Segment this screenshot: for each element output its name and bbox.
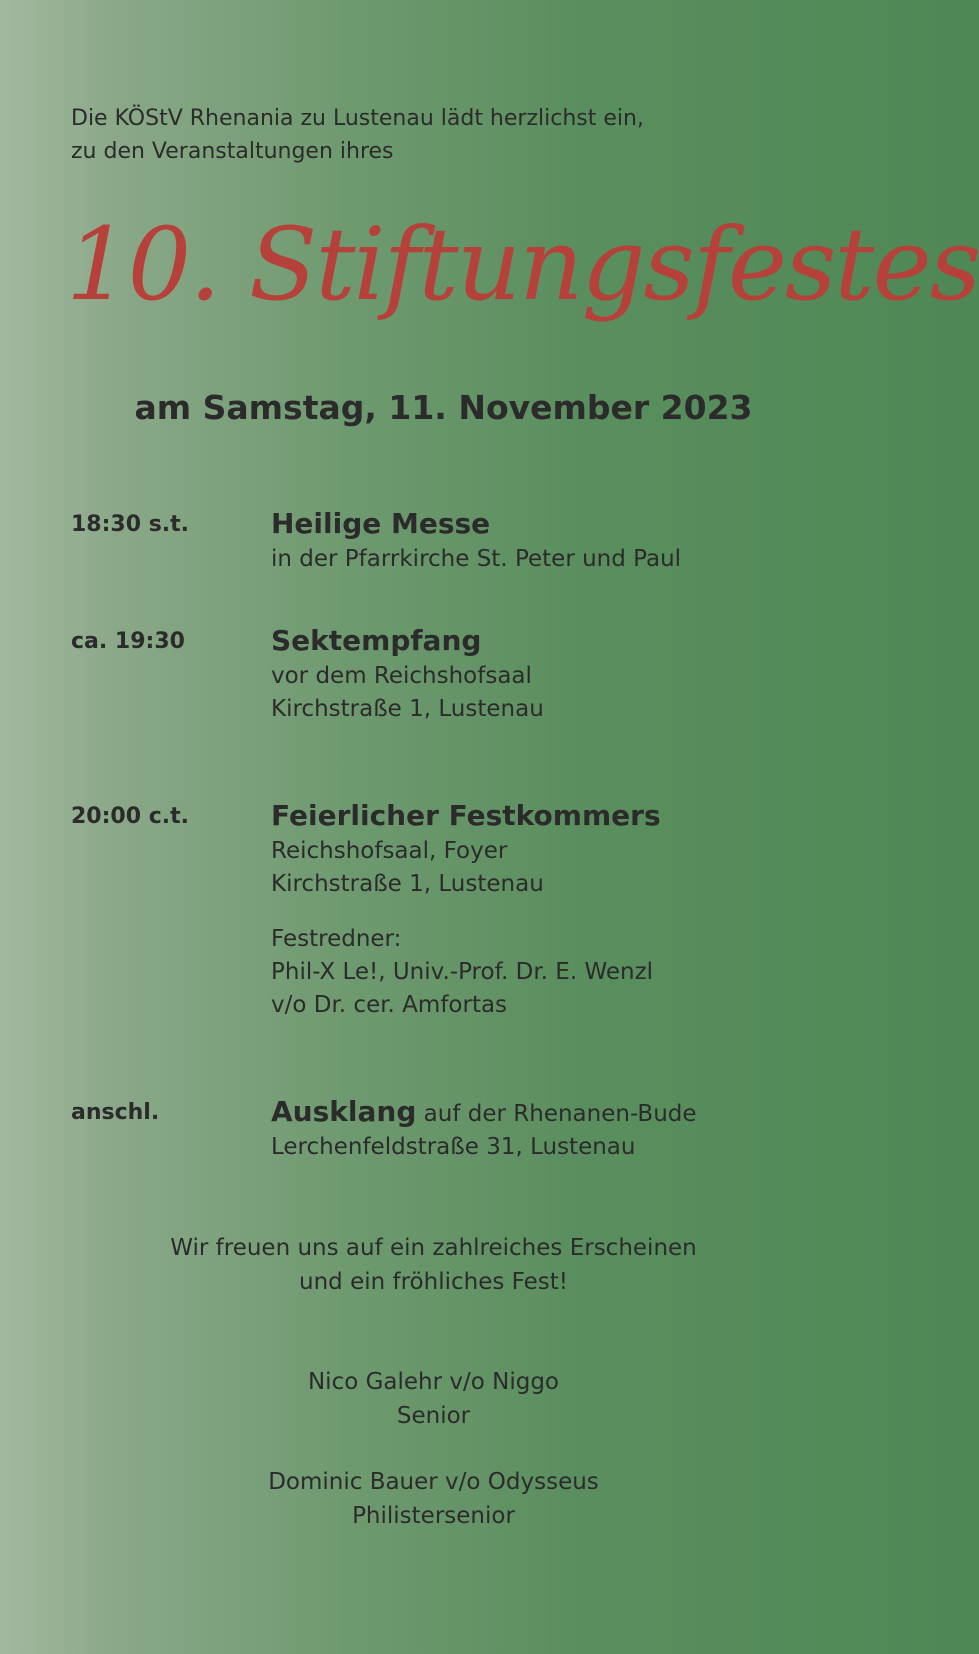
schedule-event-title: Ausklang — [271, 1095, 417, 1128]
signature-senior — [0, 1365, 827, 1433]
schedule-event-title: Sektempfang — [271, 624, 482, 657]
schedule-event-line: vor dem Reichshofsaal — [271, 663, 532, 689]
schedule-event-line: Kirchstraße 1, Lustenau — [271, 696, 544, 722]
schedule-event — [271, 622, 544, 726]
event-title: 10. Stiftungsfestes — [66, 206, 979, 323]
signature-role: Senior — [396, 1403, 471, 1429]
intro-line-2: zu den Veranstaltungen ihres — [71, 139, 394, 164]
signature-name: Dominic Bauer v/o Odysseus — [268, 1469, 599, 1495]
schedule-event-line: Reichshofsaal, Foyer — [271, 838, 508, 864]
closing-line-2: und ein fröhliches Fest! — [299, 1269, 568, 1295]
speaker-name: Phil-X Le!, Univ.-Prof. Dr. E. Wenzl — [271, 959, 654, 985]
speaker-couleurname: v/o Dr. cer. Amfortas — [271, 992, 508, 1018]
intro-line-1: Die KÖStV Rhenania zu Lustenau lädt herzlichst ein, — [71, 106, 644, 131]
schedule-event — [271, 797, 661, 1022]
schedule-time: anschl. — [71, 1100, 160, 1125]
closing-text — [0, 1231, 827, 1299]
schedule-time: 20:00 c.t. — [71, 804, 189, 829]
signature-name: Nico Galehr v/o Niggo — [307, 1369, 560, 1395]
event-date: am Samstag, 11. November 2023 — [134, 388, 753, 427]
closing-line-1: Wir freuen uns auf ein zahlreiches Erscheinen — [170, 1235, 697, 1261]
schedule-time: ca. 19:30 — [71, 629, 185, 654]
intro-text — [71, 102, 644, 168]
signature-philistersenior — [0, 1465, 827, 1533]
schedule-event — [271, 505, 681, 576]
speaker-label: Festredner: — [271, 926, 402, 952]
schedule-time: 18:30 s.t. — [71, 512, 190, 537]
schedule-event-title: Feierlicher Festkommers — [271, 799, 661, 832]
schedule-event-title: Heilige Messe — [271, 507, 491, 540]
schedule-event-title-suffix: auf der Rhenanen-Bude — [416, 1101, 697, 1127]
schedule-event — [271, 1093, 697, 1164]
schedule-event-line: Lerchenfeldstraße 31, Lustenau — [271, 1134, 636, 1160]
schedule-event-line: Kirchstraße 1, Lustenau — [271, 871, 544, 897]
schedule-event-line: in der Pfarrkirche St. Peter und Paul — [271, 546, 682, 572]
signature-role: Philistersenior — [352, 1503, 515, 1529]
